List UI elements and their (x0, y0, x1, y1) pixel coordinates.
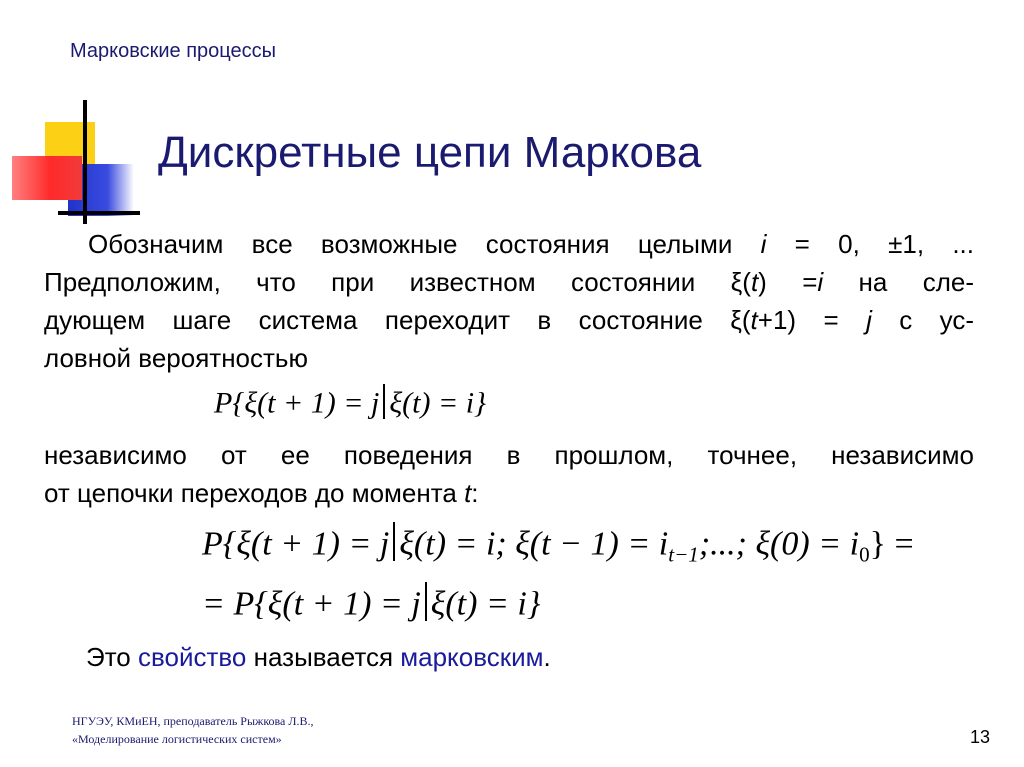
formula-part: P{ξ(t + 1) = j (202, 525, 390, 563)
text-line: независимо от ее поведения в прошлом, точнее, независимо (44, 440, 974, 470)
text-span: на сле- (823, 267, 974, 297)
text-line (44, 263, 974, 301)
highlight-term: свойство (138, 642, 247, 672)
conditional-bar (425, 582, 427, 621)
red-square (12, 156, 82, 200)
paragraph-conclusion (86, 638, 1016, 676)
formula-transition-probability (214, 384, 486, 421)
footer-line: «Моделирование логистических систем» (72, 732, 282, 746)
text-span: дующем шаге система переходит в состояние ξ( (44, 305, 751, 335)
text-line (44, 474, 974, 512)
conditional-bar (393, 522, 395, 561)
paragraph-independence (44, 436, 974, 512)
formula-part: ξ(t) = i} (430, 585, 541, 623)
variable-j: j (866, 305, 872, 335)
text-span: от цепочки переходов до момента (44, 478, 465, 508)
text-line (44, 225, 974, 263)
formula-markov-property (202, 522, 914, 568)
formula-part: ξ(t) = i} (389, 386, 487, 420)
highlight-term: марковским (400, 642, 544, 672)
text-span: Обозначим все возможные состояния целыми (88, 229, 761, 259)
footer-line: НГУЭУ, КМиЕН, преподаватель Рыжкова Л.В., (72, 714, 314, 728)
text-span: ) = (758, 267, 818, 297)
text-span: называется (246, 642, 401, 672)
variable-t: t (750, 267, 759, 297)
text-span: с ус- (871, 305, 974, 335)
horizontal-line (58, 211, 140, 215)
formula-subscript: 0 (859, 542, 870, 567)
text-span: : (471, 478, 479, 508)
formula-part: ;...; ξ(0) = i (698, 525, 860, 563)
paragraph-states (44, 225, 974, 377)
formula-markov-equality (202, 582, 540, 623)
variable-i: i (817, 267, 824, 297)
text-span: Предположим, что при известном состоянии ξ( (44, 267, 751, 297)
page-number: 13 (969, 727, 990, 747)
slide-title: Дискретные цепи Маркова (158, 128, 702, 177)
footer-credits (72, 712, 314, 748)
text-line: ловной вероятностью (44, 343, 308, 373)
formula-part: P{ξ(t + 1) = j (214, 386, 380, 420)
text-line (86, 638, 1016, 676)
text-span: . (543, 642, 551, 672)
section-header: Марковские процессы (70, 40, 277, 62)
text-span: = 0, ±1, ... (766, 229, 974, 259)
text-span: Это (86, 642, 138, 672)
formula-part: } = (869, 525, 914, 563)
variable-t: t (750, 305, 758, 335)
decorative-squares (0, 100, 140, 230)
text-line (44, 301, 974, 339)
variable-i: i (760, 229, 767, 259)
variable-t: t (464, 478, 472, 508)
formula-part: ξ(t) = i; ξ(t − 1) = i (399, 525, 669, 563)
vertical-line (83, 100, 87, 224)
conditional-bar (383, 384, 385, 419)
text-span: +1) = (757, 305, 867, 335)
formula-part: = P{ξ(t + 1) = j (202, 585, 421, 623)
formula-subscript: t−1 (668, 542, 699, 567)
